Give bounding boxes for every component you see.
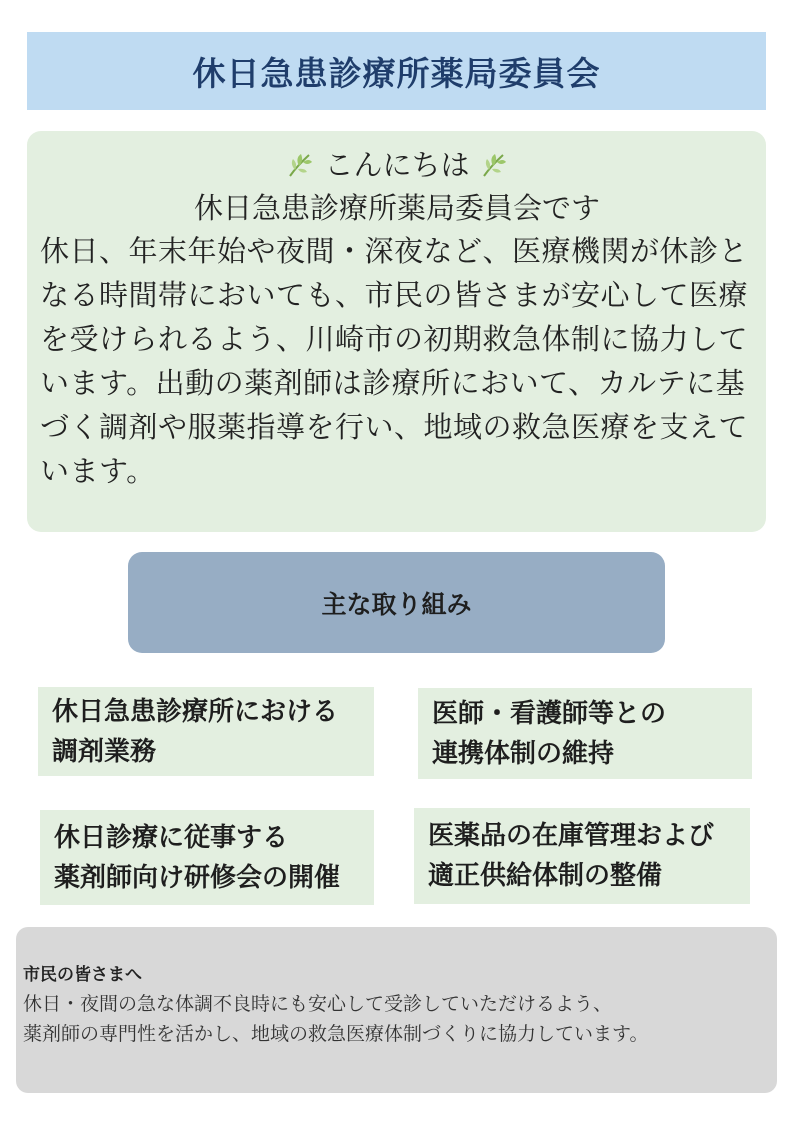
initiative-label	[54, 818, 340, 898]
citizens-line2: 薬剤師の専門性を活かし、地域の救急医療体制づくりに協力しています。	[23, 1023, 649, 1045]
citizens-line1: 休日・夜間の急な体調不良時にも安心して受診していただけるよう、	[23, 993, 613, 1015]
citizens-title: 市民の皆さまへ	[23, 965, 142, 985]
initiative-label	[428, 816, 714, 896]
greeting-panel	[27, 131, 766, 532]
greeting-hello: こんにちは	[324, 148, 470, 182]
greeting-hello-line	[40, 143, 754, 187]
initiative-card	[414, 808, 750, 904]
greeting-intro: 休日急患診療所薬局委員会です	[193, 191, 600, 225]
initiative-line1: 医師・看護師等との	[432, 698, 667, 729]
initiative-line1: 休日急患診療所における	[52, 696, 339, 727]
initiatives-heading-label: 主な取り組み	[321, 589, 472, 619]
initiative-line2: 連携体制の維持	[432, 738, 615, 769]
initiative-label	[52, 692, 338, 772]
initiative-line2: 調剤業務	[52, 736, 157, 767]
initiative-label	[432, 694, 666, 774]
initiative-line2: 薬剤師向け研修会の開催	[54, 862, 341, 893]
initiative-line1: 休日診療に従事する	[54, 822, 289, 853]
initiatives-heading	[128, 552, 665, 653]
initiative-card	[38, 687, 374, 776]
initiative-line2: 適正供給体制の整備	[428, 861, 663, 891]
title-banner	[27, 32, 766, 110]
leaf-icon	[285, 150, 315, 180]
initiative-line1: 医薬品の在庫管理および	[428, 821, 715, 851]
greeting-body: 休日、年末年始や夜間・深夜など、医療機関が休診となる時間帯においても、市民の皆さまが安心して医療を受けられるよう、川崎市の初期救急体制に協力しています。出動の薬剤師は診療所において、カルテに基づく調剤や服薬指導を行い、地域の救急医療を支えています。	[40, 234, 749, 488]
leaf-icon	[479, 150, 509, 180]
page-title: 休日急患診療所薬局委員会	[192, 53, 601, 93]
citizens-message-panel	[16, 927, 777, 1093]
initiative-card	[418, 688, 752, 779]
initiative-card	[40, 810, 374, 905]
